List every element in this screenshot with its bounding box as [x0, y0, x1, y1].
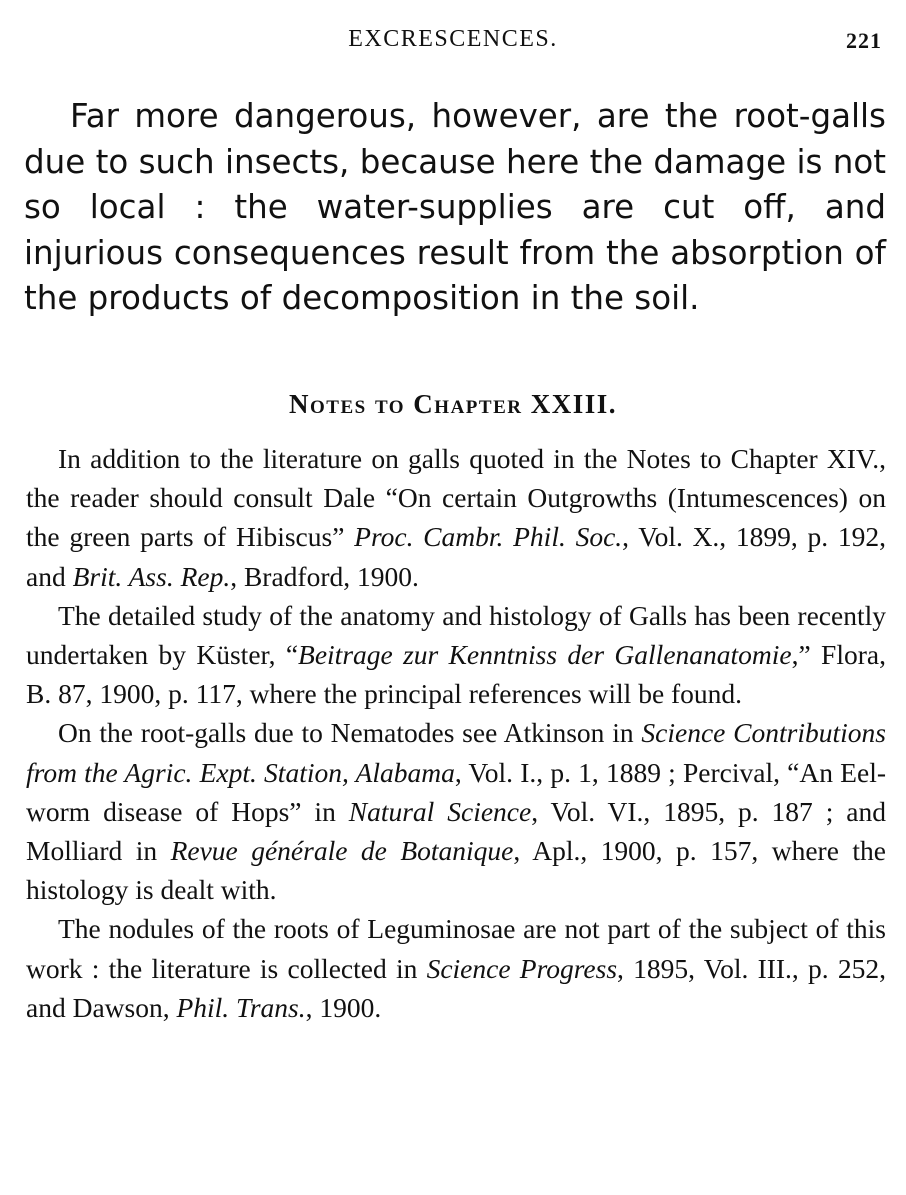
note-3-text-2: , Vol. I., p. 1, 1889 ; Percival, “An Eel-worm disease of Hops” in	[26, 756, 886, 827]
note-3-text-4: , Apl., 1900, p. 157, where the histology is dealt with.	[26, 835, 886, 906]
note-4-citation-science-progress: Science Progress	[426, 952, 618, 984]
note-2-text-1: The detailed study of the anatomy and histology of Galls has been recently undertaken by Küster, “	[26, 599, 886, 671]
note-paragraph-1	[26, 439, 886, 596]
note-1-text-2: , Vol. X., 1899, p. 192, and	[26, 521, 886, 592]
note-paragraph-3	[26, 713, 886, 909]
note-1-text-1: In addition to the literature on galls quoted in the Notes to Chapter XIV., the reader should consult Dale “On certain Outgrowths (Intumescences) on the green parts of Hibiscus”	[26, 443, 886, 553]
note-1-citation-proc-cambr: Proc. Cambr. Phil. Soc.	[354, 521, 623, 553]
note-3-citation-natural-science: Natural Science	[348, 795, 532, 827]
note-paragraph-2	[26, 596, 886, 714]
note-paragraph-4	[26, 909, 886, 1027]
note-3-text-3: , Vol. VI., 1895, p. 187 ; and Molliard in	[26, 795, 886, 867]
note-2-text-2: ,” Flora, B. 87, 1900, p. 117, where the principal references will be found.	[26, 639, 886, 710]
note-4-citation-phil-trans: Phil. Trans.	[176, 991, 306, 1023]
note-3-citation-science-contributions: Science Contributions from the Agric. Expt. Station, Alabama	[26, 717, 886, 788]
main-paragraph: Far more dangerous, however, are the root-galls due to such insects, because here the damage is not so local : the water-supplies are cut off, and injurious consequences result from the absorption of the products of decomposition in the soil.	[24, 97, 886, 317]
page-number: 221	[846, 28, 882, 53]
running-title: EXCRESCENCES.	[348, 26, 558, 52]
note-4-text-1: The nodules of the roots of Leguminosae are not part of the subject of this work : the literature is collected in	[26, 913, 886, 984]
running-head	[0, 26, 906, 60]
note-4-text-3: , 1900.	[305, 991, 382, 1023]
note-3-text-1: On the root-galls due to Nematodes see Atkinson in	[58, 717, 642, 749]
note-3-citation-revue-generale: Revue générale de Botanique	[170, 835, 514, 867]
note-2-citation-beitrage: Beitrage zur Kenntniss der Gallenanatomie	[298, 639, 792, 671]
notes-section	[26, 439, 886, 1027]
note-1-citation-brit-ass: Brit. Ass. Rep.	[72, 560, 231, 592]
note-4-text-2: , 1895, Vol. III., p. 252, and Dawson,	[26, 952, 886, 1023]
note-1-text-3: , Bradford, 1900.	[230, 560, 419, 592]
notes-heading: Notes to Chapter XXIII.	[289, 389, 617, 419]
